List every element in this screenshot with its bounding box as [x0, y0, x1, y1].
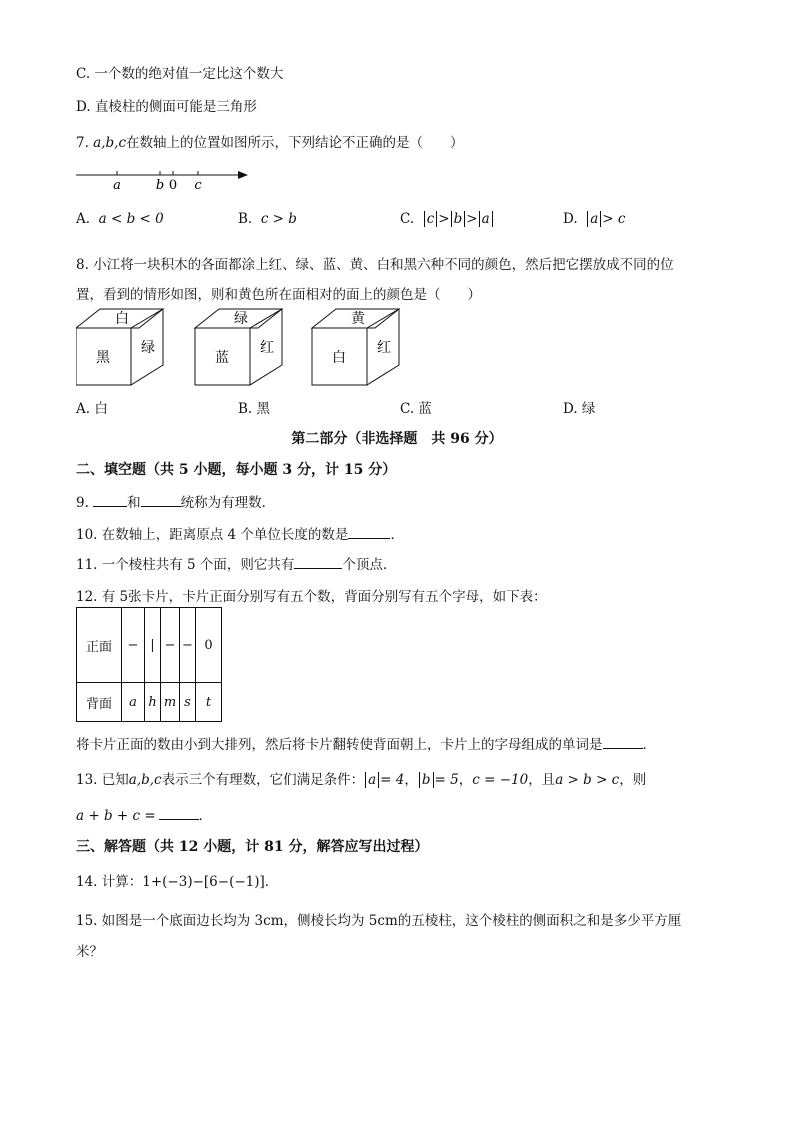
section-three-heading: 三、解答题（共 12 小题，计 81 分，解答应写出过程） [76, 839, 429, 855]
q13-line2: a + b + c = ． [76, 804, 212, 824]
q8-stem-line1: 8. 小江将一块积木的各面都涂上红、绿、蓝、黄、白和黑六种不同的颜色，然后把它摆放成不同的位 [76, 257, 674, 273]
q7-vars: a,b,c [93, 135, 127, 151]
q7-option-a: A. a < b < 0 [76, 211, 164, 227]
q11-blank [294, 554, 342, 569]
q6-option-d: D. 直棱柱的侧面可能是三角形 [76, 99, 257, 115]
label-c: c [194, 178, 202, 193]
number-line [70, 160, 260, 194]
front-value-2: | [145, 608, 161, 683]
section-two-heading: 二、填空题（共 5 小题，每小题 3 分，计 15 分） [76, 462, 397, 478]
front-label: 正面 [77, 608, 122, 683]
q11: 11. 一个棱柱共有 5 个面，则它共有 个顶点． [76, 553, 396, 573]
cube-3-side: 红 [377, 340, 391, 356]
cubes-figure [76, 308, 406, 388]
q8-option-b: B. 黑 [238, 401, 271, 417]
cube-3-top: 黄 [351, 311, 365, 327]
q12-blank [603, 734, 643, 749]
cube-3-front: 白 [332, 350, 346, 366]
front-value-4: − [180, 608, 196, 683]
cube-1-front: 黑 [96, 350, 110, 366]
q9: 9. 和 统称为有理数． [76, 491, 275, 511]
cube-1-top: 白 [115, 311, 129, 327]
cube-1 [76, 309, 163, 385]
number-line-arrow [238, 171, 248, 179]
back-value-3: m [161, 683, 180, 722]
card-row-back [77, 683, 222, 722]
q8-option-c: C. 蓝 [400, 401, 432, 417]
front-value-3: − [161, 608, 180, 683]
q15-line1: 15. 如图是一个底面边长均为 3cm，侧棱长均为 5cm的五棱柱，这个棱柱的侧面积之和是多少平方厘 [76, 913, 682, 929]
q9-blank-1 [93, 492, 127, 507]
q8-option-d: D. 绿 [563, 401, 596, 417]
card-table [76, 607, 222, 722]
q15-line2: 米？ [76, 944, 103, 960]
label-a: a [113, 178, 121, 193]
q9-blank-2 [141, 492, 181, 507]
back-value-2: h [145, 683, 161, 722]
part-two-heading: 第二部分（非选择题 共 96 分） [291, 431, 503, 447]
back-value-4: s [180, 683, 196, 722]
label-b: b [155, 178, 165, 193]
q7-option-c: C. c > b > a [400, 211, 494, 227]
cube-2-top: 绿 [234, 311, 248, 327]
q7-option-d: D. a > c [563, 211, 626, 227]
front-value-5: 0 [196, 608, 222, 683]
label-0: 0 [168, 178, 178, 193]
cube-2-side: 红 [260, 340, 274, 356]
q12-question: 将卡片正面的数由小到大排列，然后将卡片翻转使背面朝上，卡片上的字母组成的单词是 ． [76, 733, 656, 753]
q7-option-b: B. c > b [238, 211, 297, 227]
q13-line1: 13. 已知a,b,c表示三个有理数，它们满足条件： a = 4， b = 5，c = −10，且a > b > c，则 [76, 772, 647, 788]
back-value-5: t [196, 683, 222, 722]
card-row-front [77, 608, 222, 683]
back-value-1: a [122, 683, 145, 722]
q12-stem: 12. 有 5张卡片，卡片正面分别写有五个数，背面分别写有五个字母，如下表： [76, 589, 547, 605]
cube-2-front: 蓝 [215, 350, 229, 366]
q8-stem-line2: 置，看到的情形如图，则和黄色所在面相对的面上的颜色是（ ） [76, 287, 481, 303]
q13-blank [159, 805, 199, 820]
cube-3 [312, 309, 399, 385]
q6-option-c: C. 一个数的绝对值一定比这个数大 [76, 66, 284, 82]
q10: 10. 在数轴上，距离原点 4 个单位长度的数是 ． [76, 523, 404, 543]
q10-blank [348, 524, 390, 539]
q14: 14. 计算：1+(−3)−[6−(−1)]． [76, 874, 279, 890]
q7-stem: 7. a,b,c在数轴上的位置如图所示，下列结论不正确的是（ ） [76, 135, 464, 151]
cube-1-side: 绿 [141, 340, 155, 356]
back-label: 背面 [77, 683, 122, 722]
cube-2 [195, 309, 282, 385]
q8-option-a: A. 白 [76, 401, 108, 417]
q14-expression: 1+(−3)−[6−(−1)] [142, 874, 265, 890]
front-value-1: − [122, 608, 145, 683]
